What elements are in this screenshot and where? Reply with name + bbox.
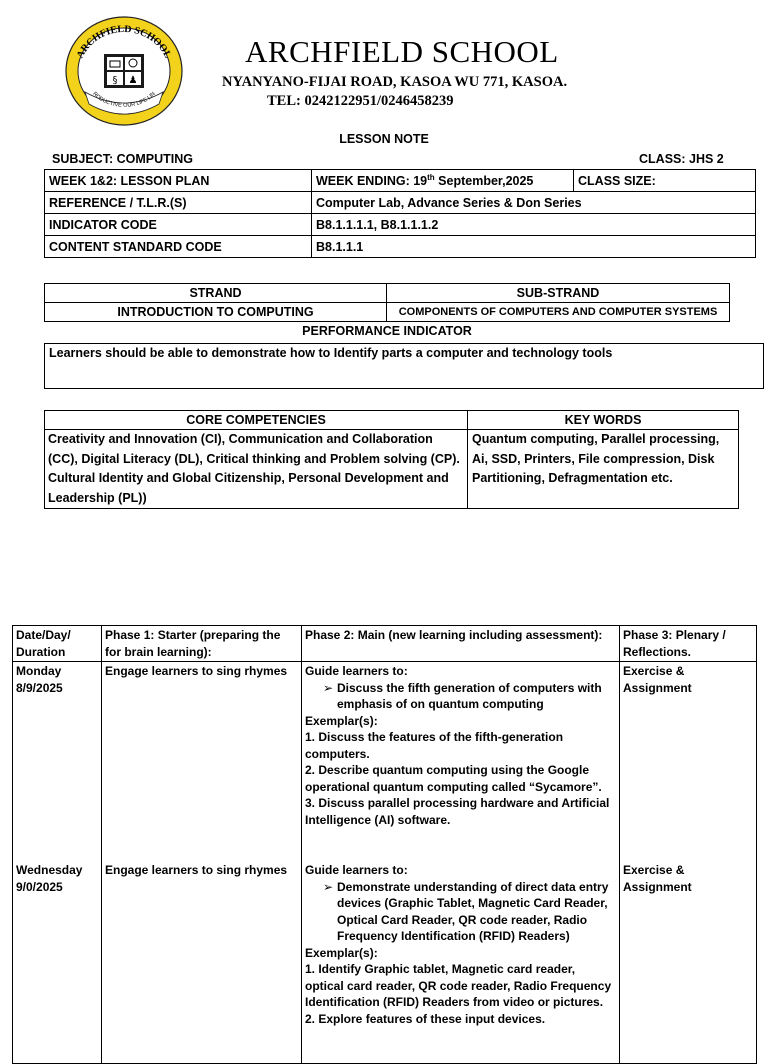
phase2-header: Phase 2: Main (new learning including assessment): [302, 626, 620, 662]
logo-ring-text: ARCHFIELD SCHOOL [74, 23, 174, 61]
lesson-info-table [44, 169, 756, 258]
main-cell [302, 862, 620, 1064]
plenary-cell: Exercise & Assignment [620, 862, 757, 1064]
date-cell [13, 662, 102, 863]
content-standard-value: B8.1.1.1 [312, 236, 756, 258]
school-telephone: TEL: 0242122951/0246458239 [267, 93, 454, 109]
reference-value: Computer Lab, Advance Series & Don Series [312, 192, 756, 214]
day-text: Monday [16, 664, 62, 678]
phase1-header: Phase 1: Starter (preparing the for brain learning): [102, 626, 302, 662]
lesson-note-title: LESSON NOTE [339, 132, 429, 146]
table-row [13, 662, 757, 863]
bullet-item: ➢ Demonstrate understanding of direct data entry devices (Graphic Tablet, Magnetic Card Reader, Optical Card Reader, QR code reader, Radio Frequency Identification (RFID) Readers) [323, 879, 609, 943]
bullet-item: ➢ Discuss the fifth generation of computers with emphasis of on quantum computing [323, 680, 602, 711]
starter-cell: Engage learners to sing rhymes [102, 862, 302, 1064]
guide-text: Guide learners to: [305, 664, 408, 678]
key-words-text: Quantum computing, Parallel processing, Ai, SSD, Printers, File compression, Disk Partitioning, Defragmentation etc. [468, 430, 739, 509]
exemplar-label: Exemplar(s): [305, 713, 378, 728]
lesson-plan-table [12, 625, 757, 1064]
exemplar-label: Exemplar(s): [305, 945, 378, 960]
core-competencies-text: Creativity and Innovation (CI), Communication and Collaboration (CC), Digital Literacy (DL), Critical thinking and Problem solving (CP). Cultural Identity and Global Citizenship, Personal Development and Leadership (PL)) [45, 430, 468, 509]
exemplar-item: 2. Describe quantum computing using the Google operational quantum computing called “Sycamore”. [305, 763, 602, 794]
performance-indicator-label: PERFORMANCE INDICATOR [302, 324, 472, 338]
guide-text: Guide learners to: [305, 863, 408, 877]
school-logo [63, 14, 185, 128]
school-name: ARCHFIELD SCHOOL [245, 34, 559, 69]
arrow-bullet-icon: ➢ [323, 680, 334, 695]
week-ending-cell: WEEK ENDING: 19th September,2025 [312, 170, 574, 192]
reference-label: REFERENCE / T.L.R.(S) [45, 192, 312, 214]
arrow-bullet-icon: ➢ [323, 879, 334, 894]
core-competencies-header: CORE COMPETENCIES [45, 411, 468, 430]
week-cell: WEEK 1&2: LESSON PLAN [45, 170, 312, 192]
competencies-table [44, 410, 739, 509]
main-cell [302, 662, 620, 863]
exemplar-item: 1. Identify Graphic tablet, Magnetic card reader, optical card reader, QR code reader, Radio Frequency Identification (RFID) Readers from video or pictures. [305, 962, 612, 1009]
school-address: NYANYANO-FIJAI ROAD, KASOA WU 771, KASOA. [222, 74, 568, 90]
strand-value: INTRODUCTION TO COMPUTING [45, 303, 387, 322]
exemplar-item: 3. Discuss parallel processing hardware and Artificial Intelligence (AI) software. [305, 796, 610, 827]
svg-text:§: § [112, 75, 118, 86]
indicator-code-label: INDICATOR CODE [45, 214, 312, 236]
class-size-cell: CLASS SIZE: [574, 170, 756, 192]
strand-table [44, 283, 730, 322]
table-row [13, 862, 757, 1064]
svg-text:♟: ♟ [128, 75, 138, 86]
date-text: 9/0/2025 [16, 879, 63, 894]
date-text: 8/9/2025 [16, 680, 63, 695]
substrand-header: SUB-STRAND [387, 284, 730, 303]
key-words-header: KEY WORDS [468, 411, 739, 430]
starter-cell: Engage learners to sing rhymes [102, 662, 302, 863]
date-header: Date/Day/ Duration [13, 626, 102, 662]
strand-header: STRAND [45, 284, 387, 303]
exemplar-item: 2. Explore features of these input devices. [305, 1011, 546, 1026]
content-standard-label: CONTENT STANDARD CODE [45, 236, 312, 258]
substrand-value: COMPONENTS OF COMPUTERS AND COMPUTER SYSTEMS [387, 303, 730, 322]
phase3-header: Phase 3: Plenary / Reflections. [620, 626, 757, 662]
plenary-cell: Exercise & Assignment [620, 662, 757, 863]
subject-label: SUBJECT: COMPUTING [52, 152, 193, 166]
day-text: Wednesday [16, 863, 83, 877]
date-cell [13, 862, 102, 1064]
performance-indicator-text: Learners should be able to demonstrate how to Identify parts a computer and technology tools [44, 343, 764, 389]
exemplar-item: 1. Discuss the features of the fifth-generation computers. [305, 730, 564, 761]
logo-banner-text: RODUCTIVE OUR LIFE LIN [91, 91, 157, 109]
class-label: CLASS: JHS 2 [639, 152, 724, 166]
indicator-code-value: B8.1.1.1.1, B8.1.1.1.2 [312, 214, 756, 236]
